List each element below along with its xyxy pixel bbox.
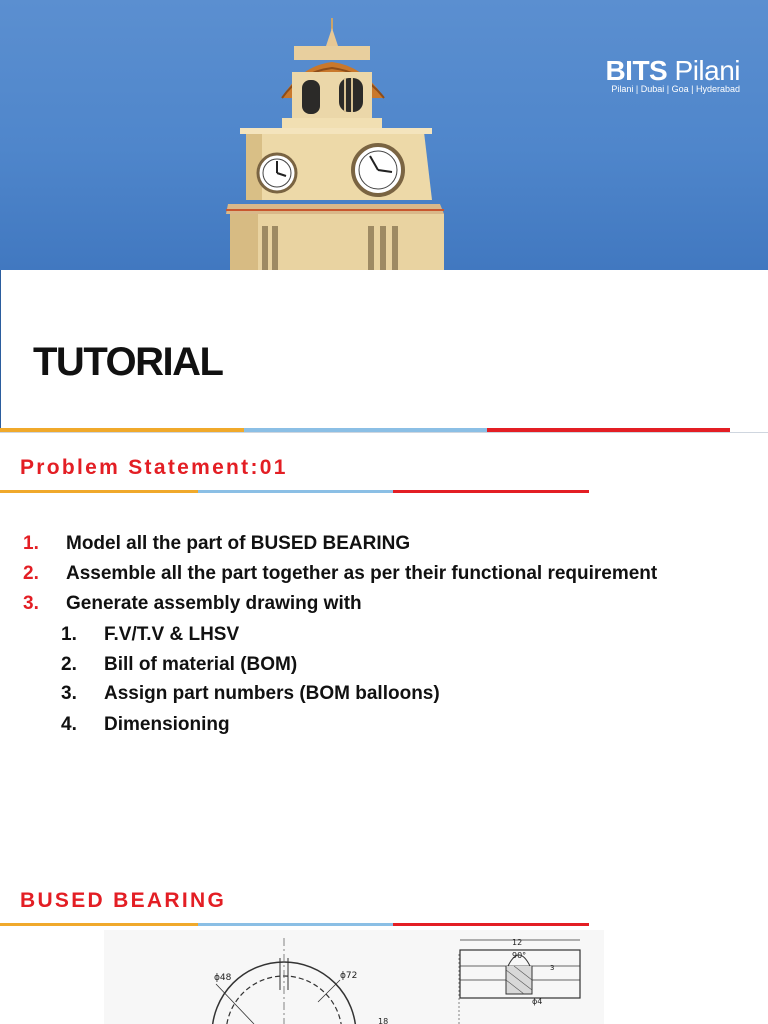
page-title: TUTORIAL xyxy=(33,340,223,384)
list-number: 3. xyxy=(61,683,77,704)
list-text: Assign part numbers (BOM balloons) xyxy=(104,683,440,704)
dim-outer-label: ϕ72 xyxy=(340,971,358,981)
list-text: Bill of material (BOM) xyxy=(104,654,298,675)
dim-width-label: 12 xyxy=(512,938,523,947)
list-text: Model all the part of BUSED BEARING xyxy=(66,533,411,554)
list-number: 4. xyxy=(61,714,77,735)
list-text: F.V/T.V & LHSV xyxy=(104,624,240,645)
engineering-drawing xyxy=(104,930,604,1024)
list-number: 1. xyxy=(61,624,77,645)
slide-separator xyxy=(0,432,768,433)
heading-underline-stripe xyxy=(0,923,589,926)
brand-name xyxy=(605,56,740,86)
list-text: Assemble all the part together as per their functional requirement xyxy=(66,563,658,584)
dim-hole-label: ϕ4 xyxy=(532,997,543,1006)
heading-underline-stripe xyxy=(0,490,589,493)
header-banner xyxy=(0,0,768,270)
clock-tower-image xyxy=(0,0,768,270)
dim-side-label: 3 xyxy=(550,964,555,972)
brand-bold: BITS xyxy=(605,55,668,86)
dim-angle-label: 90° xyxy=(512,951,527,960)
list-number: 2. xyxy=(23,563,39,584)
bits-pilani-logo xyxy=(605,56,740,95)
dim-misc-label: 18 xyxy=(378,1017,389,1024)
list-number: 3. xyxy=(23,593,39,614)
bearing-drawing-svg xyxy=(104,930,604,1024)
list-number: 1. xyxy=(23,533,39,554)
list-text: Generate assembly drawing with xyxy=(66,593,362,614)
list-text: Dimensioning xyxy=(104,714,230,735)
brand-regular: Pilani xyxy=(674,55,740,86)
dim-inner-label: ϕ48 xyxy=(214,973,232,983)
bused-bearing-heading: BUSED BEARING xyxy=(20,889,227,912)
brand-campuses: Pilani | Dubai | Goa | Hyderabad xyxy=(611,84,740,94)
problem-statement-heading: Problem Statement:01 xyxy=(20,456,288,479)
list-number: 2. xyxy=(61,654,77,675)
